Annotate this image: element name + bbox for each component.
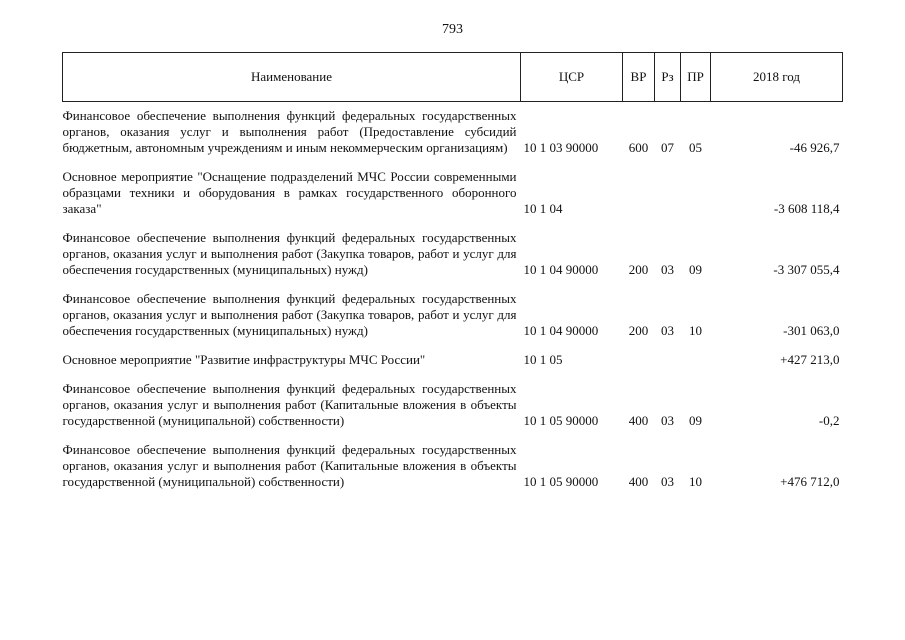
row-pr: 09	[689, 413, 702, 428]
row-pr: 10	[689, 323, 702, 338]
row-amount: -46 926,7	[789, 140, 840, 155]
header-year: 2018 год	[711, 53, 843, 102]
row-vr: 200	[628, 323, 649, 338]
row-vr: 200	[628, 262, 649, 277]
row-amount: -301 063,0	[783, 323, 840, 338]
header-name: Наименование	[63, 53, 521, 102]
row-vr: 600	[628, 140, 649, 155]
row-pr	[681, 163, 711, 224]
row-csr: 10 1 05 90000	[523, 474, 599, 489]
header-csr: ЦСР	[521, 53, 623, 102]
table-row	[63, 224, 843, 285]
row-rz: 07	[661, 140, 674, 155]
row-rz	[655, 346, 681, 375]
page-number: 793	[442, 22, 463, 37]
row-amount: -3 608 118,4	[773, 201, 840, 216]
header-vr: ВР	[623, 53, 655, 102]
table-header	[63, 53, 843, 102]
table-row	[63, 163, 843, 224]
row-vr	[623, 163, 655, 224]
row-amount: -3 307 055,4	[773, 262, 840, 277]
table-row	[63, 346, 843, 375]
row-rz	[655, 163, 681, 224]
row-rz: 03	[661, 323, 674, 338]
row-csr: 10 1 05	[523, 352, 563, 367]
row-amount: +427 213,0	[780, 352, 840, 367]
header-rz: Рз	[655, 53, 681, 102]
row-name: Финансовое обеспечение выполнения функций федеральных государственных органов, оказания услуг и выполнения работ (Закупка товаров, работ и услуг для обеспечения государственных (муниципальных) нужд)	[62, 291, 517, 338]
budget-table	[62, 52, 843, 497]
row-name: Основное мероприятие "Развитие инфраструктуры МЧС России"	[62, 352, 426, 367]
row-vr: 400	[628, 474, 649, 489]
row-name: Финансовое обеспечение выполнения функций федеральных государственных органов, оказания услуг и выполнения работ (Капитальные вложения в объекты государственной (муниципальной) собственности)	[62, 442, 517, 489]
table-row	[63, 285, 843, 346]
row-pr: 09	[689, 262, 702, 277]
row-csr: 10 1 03 90000	[523, 140, 599, 155]
table-row	[63, 375, 843, 436]
row-vr: 400	[628, 413, 649, 428]
row-amount: -0,2	[818, 413, 840, 428]
row-pr: 05	[689, 140, 702, 155]
row-pr	[681, 346, 711, 375]
row-rz: 03	[661, 413, 674, 428]
row-name: Финансовое обеспечение выполнения функций федеральных государственных органов, оказания услуг и выполнения работ (Предоставление субсидий бюджетным, автономным учреждениям и иным некоммерческим организациям)	[62, 108, 517, 155]
header-pr: ПР	[681, 53, 711, 102]
table-body	[63, 102, 843, 498]
row-csr: 10 1 04 90000	[523, 262, 599, 277]
row-amount: +476 712,0	[780, 474, 840, 489]
table-row	[63, 102, 843, 164]
row-vr	[623, 346, 655, 375]
row-rz: 03	[661, 474, 674, 489]
row-csr: 10 1 05 90000	[523, 413, 599, 428]
row-rz: 03	[661, 262, 674, 277]
row-csr: 10 1 04	[523, 201, 563, 216]
row-name: Финансовое обеспечение выполнения функций федеральных государственных органов, оказания услуг и выполнения работ (Закупка товаров, работ и услуг для обеспечения государственных (муниципальных) нужд)	[62, 230, 517, 277]
row-name: Основное мероприятие "Оснащение подразделений МЧС России современными образцами техники и оборудования в рамках государственного оборонного заказа"	[62, 169, 517, 216]
row-name: Финансовое обеспечение выполнения функций федеральных государственных органов, оказания услуг и выполнения работ (Капитальные вложения в объекты государственной (муниципальной) собственности)	[62, 381, 517, 428]
table-row	[63, 436, 843, 497]
row-csr: 10 1 04 90000	[523, 323, 599, 338]
row-pr: 10	[689, 474, 702, 489]
